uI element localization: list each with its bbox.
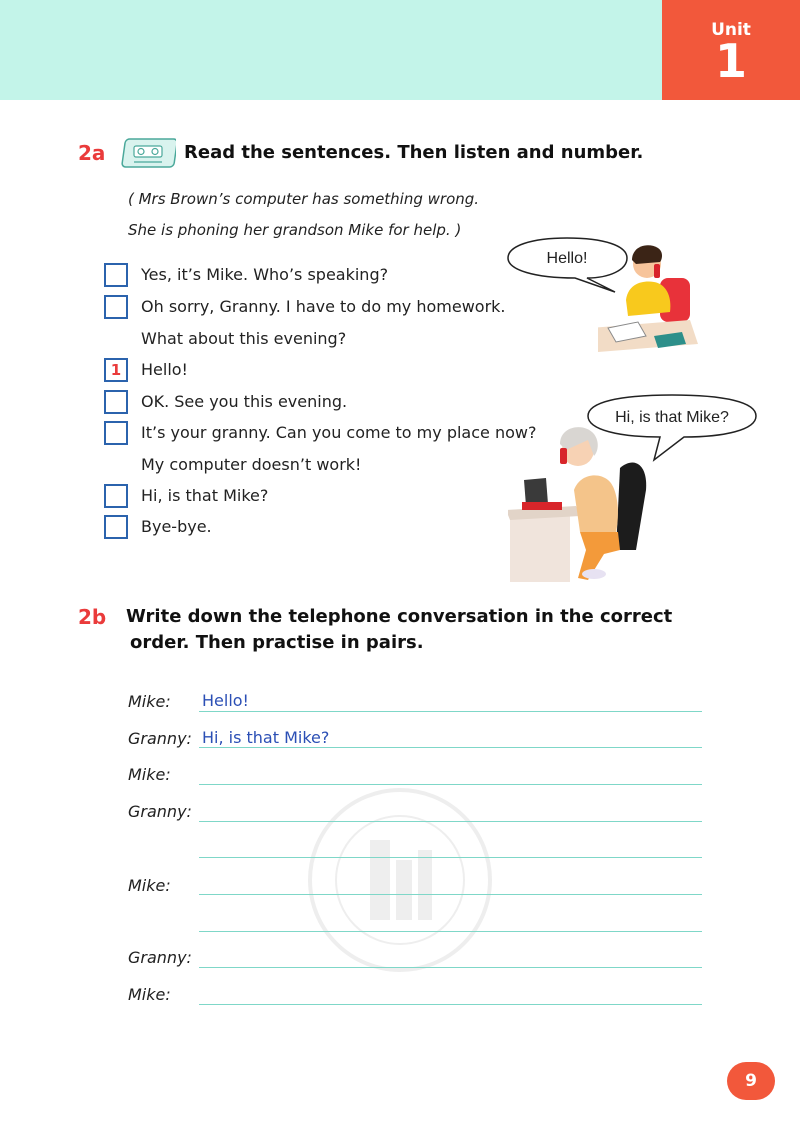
number-box[interactable]: [104, 263, 128, 287]
section-2b-title-line-2: order. Then practise in pairs.: [130, 632, 424, 653]
sentence-text: What about this evening?: [141, 329, 347, 348]
speaker-label: Granny:: [128, 729, 192, 748]
granny-phoning-illustration: [508, 420, 678, 585]
answer-text: Hi, is that Mike?: [202, 728, 330, 747]
speaker-label: Mike:: [128, 876, 171, 895]
section-2b-number: 2b: [78, 605, 107, 629]
speaker-label: Granny:: [128, 802, 192, 821]
unit-label: Unit: [711, 20, 751, 40]
speaker-label: Mike:: [128, 692, 171, 711]
number-box[interactable]: [104, 484, 128, 508]
intro-line-1: ( Mrs Brown’s computer has something wrong.: [128, 190, 480, 208]
sentence-text: Hi, is that Mike?: [141, 486, 269, 505]
answer-line[interactable]: [199, 747, 702, 748]
mike-phoning-illustration: [598, 240, 698, 366]
number-box[interactable]: [104, 421, 128, 445]
publisher-watermark-icon: [300, 780, 500, 980]
speaker-label: Mike:: [128, 765, 171, 784]
sentence-text: Oh sorry, Granny. I have to do my homework.: [141, 297, 506, 316]
answer-line[interactable]: [199, 857, 702, 858]
answer-line[interactable]: [199, 821, 702, 822]
unit-number: 1: [714, 34, 747, 88]
intro-line-2: She is phoning her grandson Mike for help. ): [128, 221, 462, 239]
number-box[interactable]: [104, 295, 128, 319]
page-number: 9: [727, 1062, 775, 1100]
sentence-text: OK. See you this evening.: [141, 392, 348, 411]
unit-tab: [662, 0, 800, 100]
speaker-label: Mike:: [128, 985, 171, 1004]
answer-line[interactable]: [199, 967, 702, 968]
header-band: [0, 0, 662, 100]
sentence-text: Hello!: [141, 360, 188, 379]
section-2a-number: 2a: [78, 141, 106, 165]
answer-line[interactable]: [199, 784, 702, 785]
sentence-text: My computer doesn’t work!: [141, 455, 362, 474]
answer-line[interactable]: [199, 894, 702, 895]
speaker-label: Granny:: [128, 948, 192, 967]
answer-line[interactable]: [199, 711, 702, 712]
section-2b-title-line-1: Write down the telephone conversation in the correct: [126, 606, 673, 627]
bubble-text-granny: Hi, is that Mike?: [615, 409, 729, 426]
sentence-text: Yes, it’s Mike. Who’s speaking?: [141, 265, 389, 284]
answer-text: Hello!: [202, 691, 249, 710]
sentence-text: It’s your granny. Can you come to my place now?: [141, 423, 537, 442]
bubble-text-mike: Hello!: [546, 250, 588, 267]
number-box[interactable]: [104, 515, 128, 539]
number-box[interactable]: 1: [104, 358, 128, 382]
answer-line[interactable]: [199, 1004, 702, 1005]
section-2a-title: Read the sentences. Then listen and number.: [184, 142, 644, 163]
answer-line[interactable]: [199, 931, 702, 932]
cassette-icon: [120, 136, 176, 170]
number-box[interactable]: [104, 390, 128, 414]
sentence-text: Bye-bye.: [141, 517, 212, 536]
